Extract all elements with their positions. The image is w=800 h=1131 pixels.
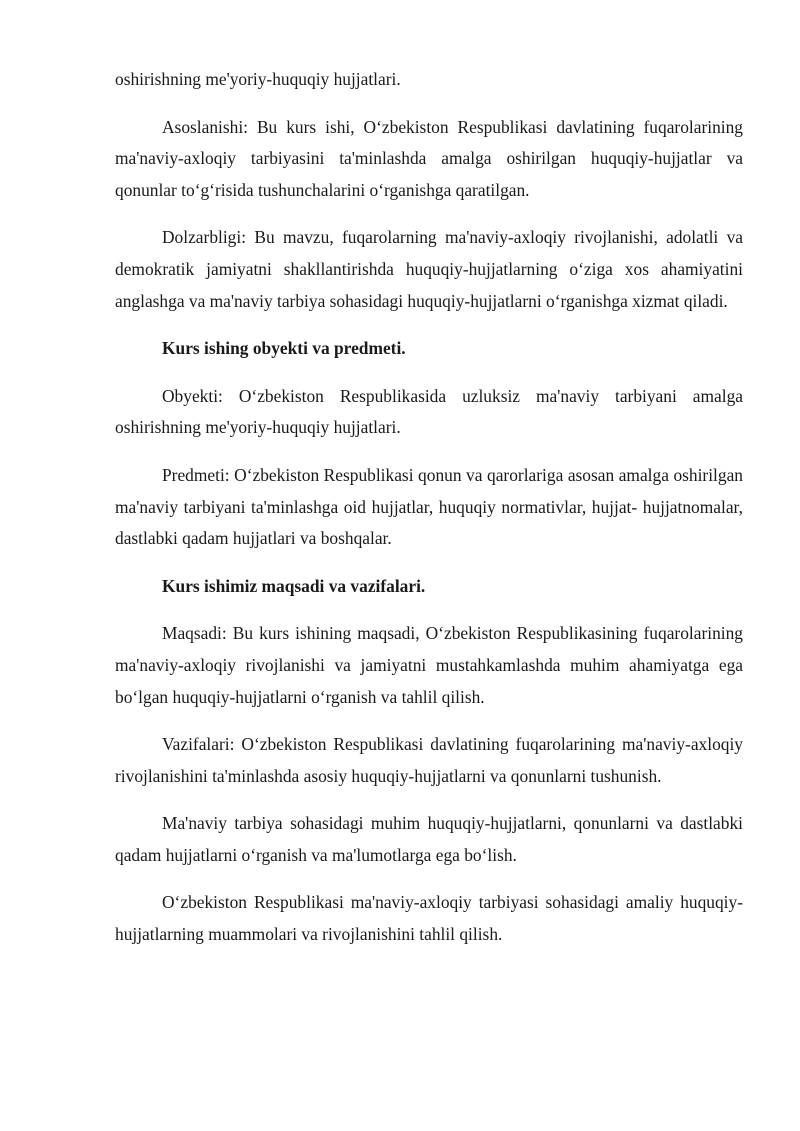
paragraph-asoslanishi: Asoslanishi: Bu kurs ishi, O‘zbekiston Respublikasi davlatining fuqarolarining ma'naviy-axloqiy tarbiyasini ta'minlashda amalga oshirilgan huquqiy-hujjatlar va qonunlar to‘g‘risida tushunchalarini o‘rganishga qaratilgan. — [115, 116, 743, 200]
paragraph-vazifalari: Vazifalari: O‘zbekiston Respublikasi davlatining fuqarolarining ma'naviy-axloqiy rivojlanishini ta'minlashda asosiy huquqiy-hujjatlarni va qonunlarni tushunish. — [115, 734, 743, 786]
paragraph-task-3: O‘zbekiston Respublikasi ma'naviy-axloqiy tarbiyasi sohasidagi amaliy huquqiy-hujjatlarning muammolari va rivojlanishini tahlil qilish. — [115, 892, 743, 945]
paragraph-predmeti: Predmeti: O‘zbekiston Respublikasi qonun va qarorlariga asosan amalga oshirilgan ma'naviy tarbiyani ta'minlashga oid hujjatlar, huquqiy normativlar, hujjat- hujjatnomalar, dastlabki qadam hujjatlari va boshqalar. — [115, 464, 743, 549]
paragraph-maqsadi: Maqsadi: Bu kurs ishining maqsadi, O‘zbekiston Respublikasining fuqarolarining ma'naviy-axloqiy rivojlanishi va jamiyatni mustahkamlashda muhim ahamiyatga ega bo‘lgan huquqiy-hujjatlarni o‘rganish va tahlil qilish. — [115, 623, 743, 707]
paragraph-task-2: Ma'naviy tarbiya sohasidagi muhim huquqiy-hujjatlarni, qonunlarni va dastlabki qadam hujjatlarni o‘rganish va ma'lumotlarga ega bo‘lish. — [115, 813, 743, 865]
paragraph-obyekti: Obyekti: O‘zbekiston Respublikasida uzluksiz ma'naviy tarbiyani amalga oshirishning me'yoriy-huquqiy hujjatlari. — [115, 385, 743, 438]
section-heading-object: Kurs ishing obyekti va predmeti. — [162, 338, 406, 359]
continuation-paragraph: oshirishning me'yoriy-huquqiy hujjatlari. — [115, 69, 401, 89]
document-body — [115, 64, 743, 967]
paragraph-dolzarbligi: Dolzarbligi: Bu mavzu, fuqarolarning ma'naviy-axloqiy rivojlanishi, adolatli va demokratik jamiyatni shakllantirishda huquqiy-hujjatlarning o‘ziga xos ahamiyatini anglashga va ma'naviy tarbiya sohasidagi huquqiy-hujjatlarni o‘rganishga xizmat qiladi. — [115, 227, 743, 311]
section-heading-goals: Kurs ishimiz maqsadi va vazifalari. — [162, 575, 426, 596]
